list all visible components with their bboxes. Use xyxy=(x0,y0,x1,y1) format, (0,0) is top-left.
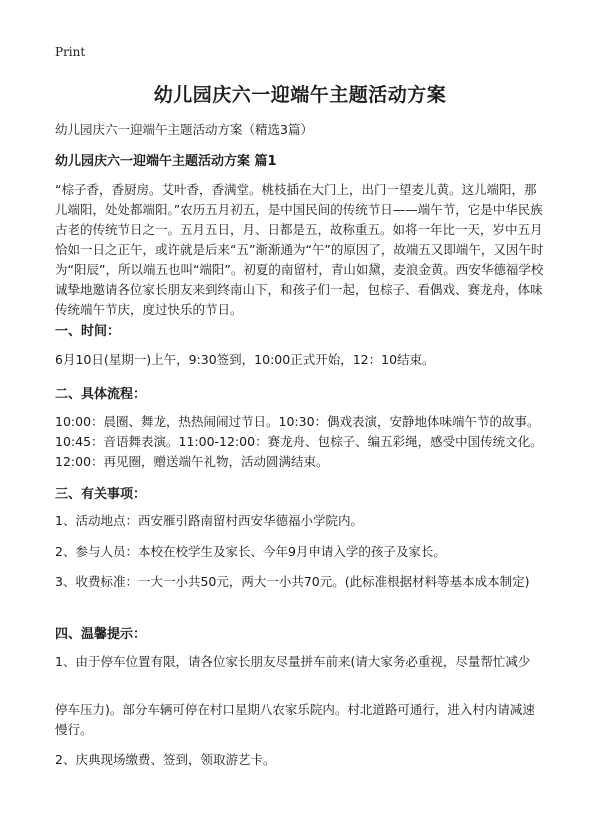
matter-item-1: 1、活动地点：西安雁引路南留村西安华德福小学院内。 xyxy=(55,513,363,528)
heading-time: 一、时间： xyxy=(55,324,121,339)
print-label[interactable]: Print xyxy=(55,45,86,59)
heading-matters: 三、有关事项： xyxy=(55,487,147,502)
matter-item-3: 3、收费标准：一大一小共50元，两大一小共70元。(此标准根据材料等基本成本制定) xyxy=(55,574,530,589)
flow-paragraph: 10:00：晨圈、舞龙，热热闹闹过节日。10:30：偶戏表演，安静地体味端午节的故事。10:45：音语舞表演。11:00-12:00：赛龙舟、包棕子、编五彩绳，感受中国传统文化。12:00：再见圈，赠送端午礼物，活动圆满结束。 xyxy=(55,414,543,469)
heading-flow: 二、具体流程： xyxy=(55,387,147,402)
section-title: 幼儿园庆六一迎端午主题活动方案 篇1 xyxy=(55,154,277,169)
tip-item-1a: 1、由于停车位置有限，请各位家长朋友尽量拼车前来(请大家务必重视，尽量帮忙减少 xyxy=(55,654,531,669)
heading-tips: 四、温馨提示： xyxy=(55,627,147,642)
matter-item-2: 2、参与人员：本校在校学生及家长、今年9月申请入学的孩子及家长。 xyxy=(55,544,446,559)
document-subtitle: 幼儿园庆六一迎端午主题活动方案（精选3篇） xyxy=(55,122,313,137)
document-title: 幼儿园庆六一迎端午主题活动方案 xyxy=(153,84,447,106)
tip-item-2: 2、庆典现场缴费、签到，领取游艺卡。 xyxy=(55,752,276,767)
intro-paragraph: “棕子香，香厨房。艾叶香，香满堂。桃枝插在大门上，出门一望麦儿黄。这儿端阳，那儿端阳，处处都端阳。”农历五月初五，是中国民间的传统节日——端午节，它是中华民族古老的传统节日之一。五月五日，月、日都是五，故称重五。如将一年比一天，岁中五月恰如一日之正午，或许就是后来“五”渐渐通为“午”的原因了，故端五又即端午，又因午时为“阳辰”，所以端五也叫“端阳”。初夏的南留村，青山如黛，麦浪金黄。西安华德福学校诚挚地邀请各位家长朋友来到终南山下，和孩子们一起，包棕子、看偶戏、赛龙舟，体味传统端午节庆，度过快乐的节日。 xyxy=(55,182,544,317)
time-paragraph: 6月10日(星期一)上午，9:30签到，10:00正式开始，12：10结束。 xyxy=(55,352,435,367)
tip-item-1b: 停车压力)。部分车辆可停在村口星期八农家乐院内。村北道路可通行，进入村内请减速慢行。 xyxy=(55,702,535,737)
